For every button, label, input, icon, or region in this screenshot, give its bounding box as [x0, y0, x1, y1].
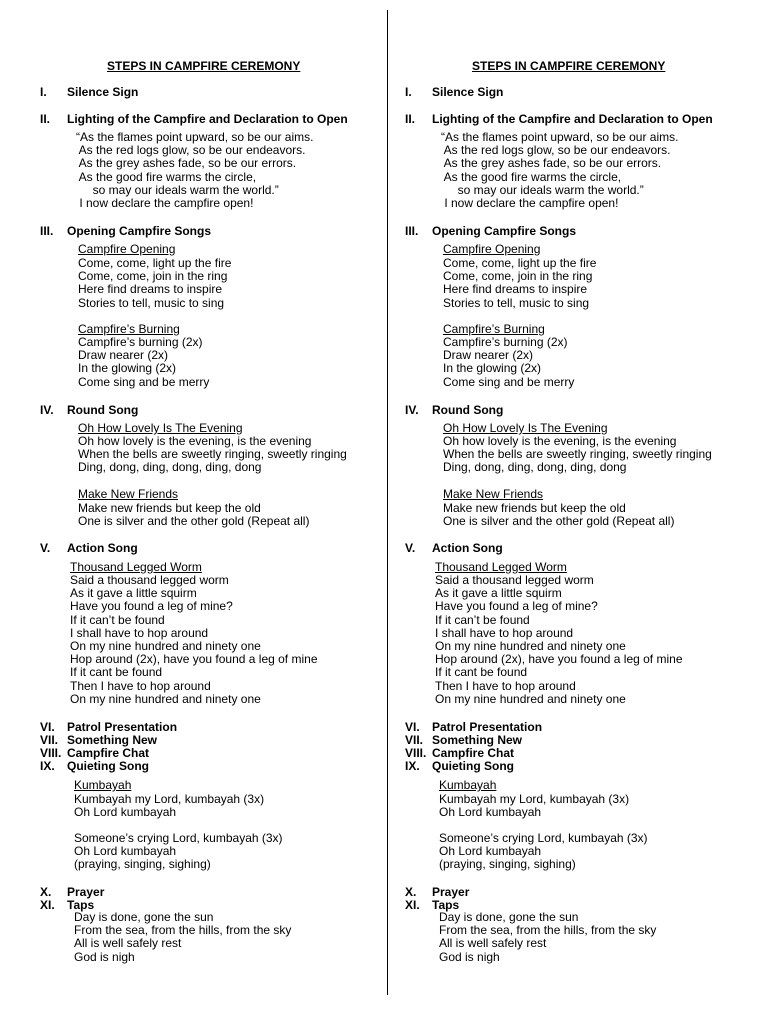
song-title-campfires-burning: Campfire’s Burning — [78, 322, 180, 336]
heading-quieting-song: IX. Quieting Song — [405, 759, 514, 773]
left-copy — [0, 0, 372, 1024]
song-lyrics-campfire-opening: Come, come, light up the fire Come, come, join in the ring Here find dreams to inspire Stories to tell, music to sing — [443, 256, 597, 310]
song-title-campfires-burning: Campfire’s Burning — [443, 322, 545, 336]
song-title-oh-how-lovely: Oh How Lovely Is The Evening — [78, 421, 243, 435]
document-title: STEPS IN CAMPFIRE CEREMONY — [107, 59, 301, 73]
song-title-campfire-opening: Campfire Opening — [78, 242, 176, 256]
song-lyrics-campfire-opening: Come, come, light up the fire Come, come, join in the ring Here find dreams to inspire Stories to tell, music to sing — [78, 256, 232, 310]
document-title: STEPS IN CAMPFIRE CEREMONY — [472, 59, 666, 73]
heading-opening-songs: III. Opening Campfire Songs — [40, 224, 212, 238]
song-title-thousand-legged-worm: Thousand Legged Worm — [435, 560, 567, 574]
song-lyrics-kumbayah: Kumbayah my Lord, kumbayah (3x) Oh Lord kumbayah — [439, 792, 630, 820]
song-title-make-new-friends: Make New Friends — [443, 487, 544, 501]
song-lyrics-thousand-legged-worm: Said a thousand legged worm As it gave a little squirm Have you found a leg of mine? If it can’t be found I shall have to hop around On my nine hundred and ninety one Hop around (2x), have you found a leg of mine If it cant be found Then I have to hop around On my nine hundred and ninety one — [435, 573, 683, 706]
declaration-text: “As the flames point upward, so be our aims. As the red logs glow, so be our endeavors. As the grey ashes fade, so be our errors. As the good fire warms the circle, so may our ideals warm the world.” I now declare the campfire open! — [76, 130, 314, 211]
heading-round-song: IV. Round Song — [40, 403, 139, 417]
song-lyrics-thousand-legged-worm: Said a thousand legged worm As it gave a little squirm Have you found a leg of mine? If it can’t be found I shall have to hop around On my nine hundred and ninety one Hop around (2x), have you found a leg of mine If it cant be found Then I have to hop around On my nine hundred and ninety one — [70, 573, 318, 706]
song-lyrics-taps: Day is done, gone the sun From the sea, from the hills, from the sky All is well safely rest God is nigh — [439, 910, 657, 964]
song-lyrics-campfires-burning: Campfire’s burning (2x) Draw nearer (2x) In the glowing (2x) Come sing and be merry — [443, 335, 575, 389]
song-title-make-new-friends: Make New Friends — [78, 487, 179, 501]
heading-something-new: VII. Something New — [405, 733, 523, 747]
heading-lighting: II. Lighting of the Campfire and Declaration to Open — [405, 112, 713, 126]
song-lyrics-taps: Day is done, gone the sun From the sea, from the hills, from the sky All is well safely rest God is nigh — [74, 910, 292, 964]
heading-prayer: X. Prayer — [405, 885, 470, 899]
song-lyrics-oh-how-lovely: Oh how lovely is the evening, is the evening When the bells are sweetly ringing, sweetly ringing Ding, dong, ding, dong, ding, dong — [78, 434, 347, 475]
heading-campfire-chat: VIII. Campfire Chat — [40, 746, 150, 760]
heading-lighting: II. Lighting of the Campfire and Declaration to Open — [40, 112, 348, 126]
heading-taps: XI. Taps — [40, 898, 95, 912]
song-lyrics-oh-how-lovely: Oh how lovely is the evening, is the evening When the bells are sweetly ringing, sweetly ringing Ding, dong, ding, dong, ding, dong — [443, 434, 712, 475]
song-title-campfire-opening: Campfire Opening — [443, 242, 541, 256]
heading-campfire-chat: VIII. Campfire Chat — [405, 746, 515, 760]
song-lyrics-make-new-friends: Make new friends but keep the old One is silver and the other gold (Repeat all) — [78, 501, 310, 529]
song-lyrics-kumbayah-verse2: Someone’s crying Lord, kumbayah (3x) Oh Lord kumbayah (praying, singing, sighing) — [74, 831, 283, 872]
song-title-thousand-legged-worm: Thousand Legged Worm — [70, 560, 202, 574]
song-title-kumbayah: Kumbayah — [439, 778, 497, 792]
heading-action-song: V. Action Song — [405, 541, 503, 555]
heading-opening-songs: III. Opening Campfire Songs — [405, 224, 577, 238]
song-lyrics-kumbayah-verse2: Someone’s crying Lord, kumbayah (3x) Oh Lord kumbayah (praying, singing, sighing) — [439, 831, 648, 872]
right-copy — [365, 0, 737, 1024]
heading-patrol-presentation: VI. Patrol Presentation — [40, 720, 178, 734]
heading-action-song: V. Action Song — [40, 541, 138, 555]
heading-something-new: VII. Something New — [40, 733, 158, 747]
heading-taps: XI. Taps — [405, 898, 460, 912]
song-lyrics-kumbayah: Kumbayah my Lord, kumbayah (3x) Oh Lord kumbayah — [74, 792, 265, 820]
declaration-text: “As the flames point upward, so be our aims. As the red logs glow, so be our endeavors. As the grey ashes fade, so be our errors. As the good fire warms the circle, so may our ideals warm the world.” I now declare the campfire open! — [441, 130, 679, 211]
song-title-kumbayah: Kumbayah — [74, 778, 132, 792]
song-lyrics-make-new-friends: Make new friends but keep the old One is silver and the other gold (Repeat all) — [443, 501, 675, 529]
heading-round-song: IV. Round Song — [405, 403, 504, 417]
song-title-oh-how-lovely: Oh How Lovely Is The Evening — [443, 421, 608, 435]
heading-silence-sign: I. Silence Sign — [405, 85, 504, 99]
song-lyrics-campfires-burning: Campfire’s burning (2x) Draw nearer (2x) In the glowing (2x) Come sing and be merry — [78, 335, 210, 389]
heading-prayer: X. Prayer — [40, 885, 105, 899]
heading-patrol-presentation: VI. Patrol Presentation — [405, 720, 543, 734]
heading-quieting-song: IX. Quieting Song — [40, 759, 149, 773]
heading-silence-sign: I. Silence Sign — [40, 85, 139, 99]
